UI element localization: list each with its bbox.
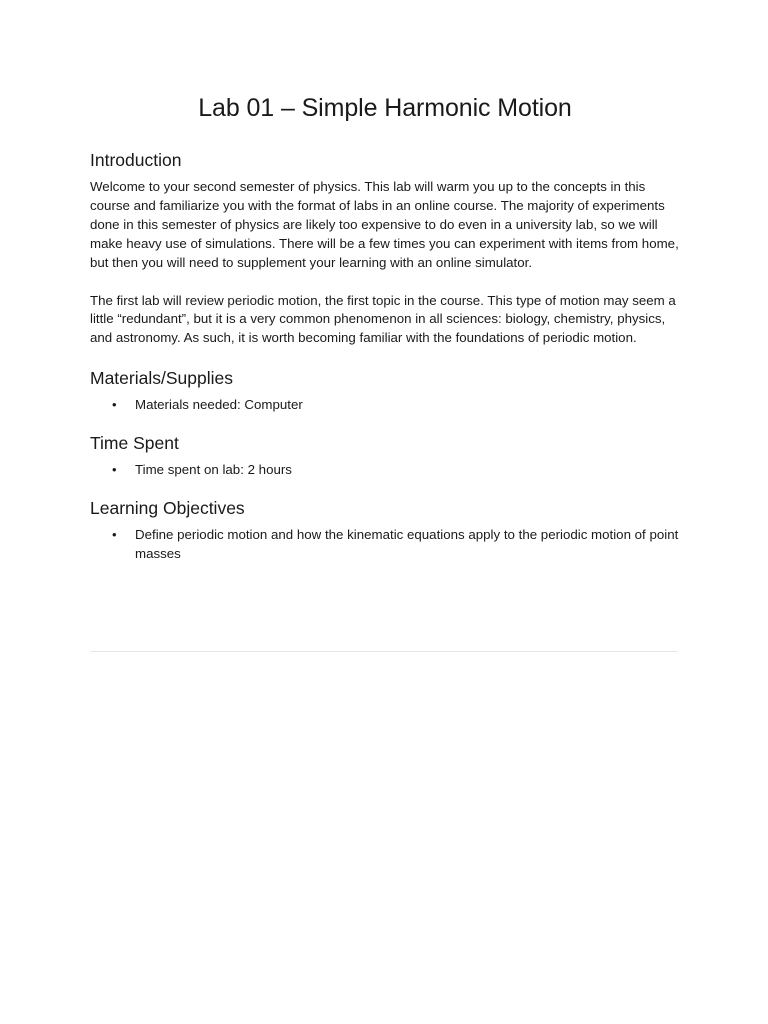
introduction-paragraph-1: Welcome to your second semester of physics. This lab will warm you up to the concepts in this course and familiarize you with the format of labs in an online course. The majority of experiments done in this semester of physics are likely too expensive to do even in a university lab, so we will make heavy use of simulations. There will be a few times you can experiment with items from home, but then you will need to supplement your learning with an online simulator. [90, 179, 679, 270]
time-spent-section [90, 432, 680, 480]
materials-heading: Materials/Supplies [90, 368, 233, 389]
bullet-icon: • [112, 397, 117, 413]
horizontal-divider [90, 651, 678, 652]
list-item [90, 526, 680, 564]
bullet-icon: • [112, 462, 117, 478]
time-spent-heading: Time Spent [90, 433, 179, 454]
list-item [90, 461, 680, 480]
learning-objectives-list [90, 526, 680, 564]
materials-list [90, 396, 680, 415]
introduction-heading: Introduction [90, 150, 182, 170]
introduction-section [90, 149, 680, 348]
learning-objectives-heading: Learning Objectives [90, 498, 245, 519]
materials-item-text: Materials needed: Computer [135, 397, 303, 413]
learning-objectives-section [90, 497, 680, 564]
learning-objective-item-text: Define periodic motion and how the kinematic equations apply to the periodic motion of point masses [135, 527, 679, 561]
introduction-paragraph-2: The first lab will review periodic motion, the first topic in the course. This type of motion may seem a little “redundant”, but it is a very common phenomenon in all sciences: biology, chemistry, physics, and astronomy. As such, it is worth becoming familiar with the foundations of periodic motion. [90, 292, 676, 346]
document-title: Lab 01 – Simple Harmonic Motion [198, 94, 572, 122]
time-spent-item-text: Time spent on lab: 2 hours [135, 462, 292, 478]
materials-section [90, 367, 680, 415]
document-page [90, 92, 680, 581]
list-item [90, 396, 680, 415]
bullet-icon: • [112, 527, 117, 543]
time-spent-list [90, 461, 680, 480]
